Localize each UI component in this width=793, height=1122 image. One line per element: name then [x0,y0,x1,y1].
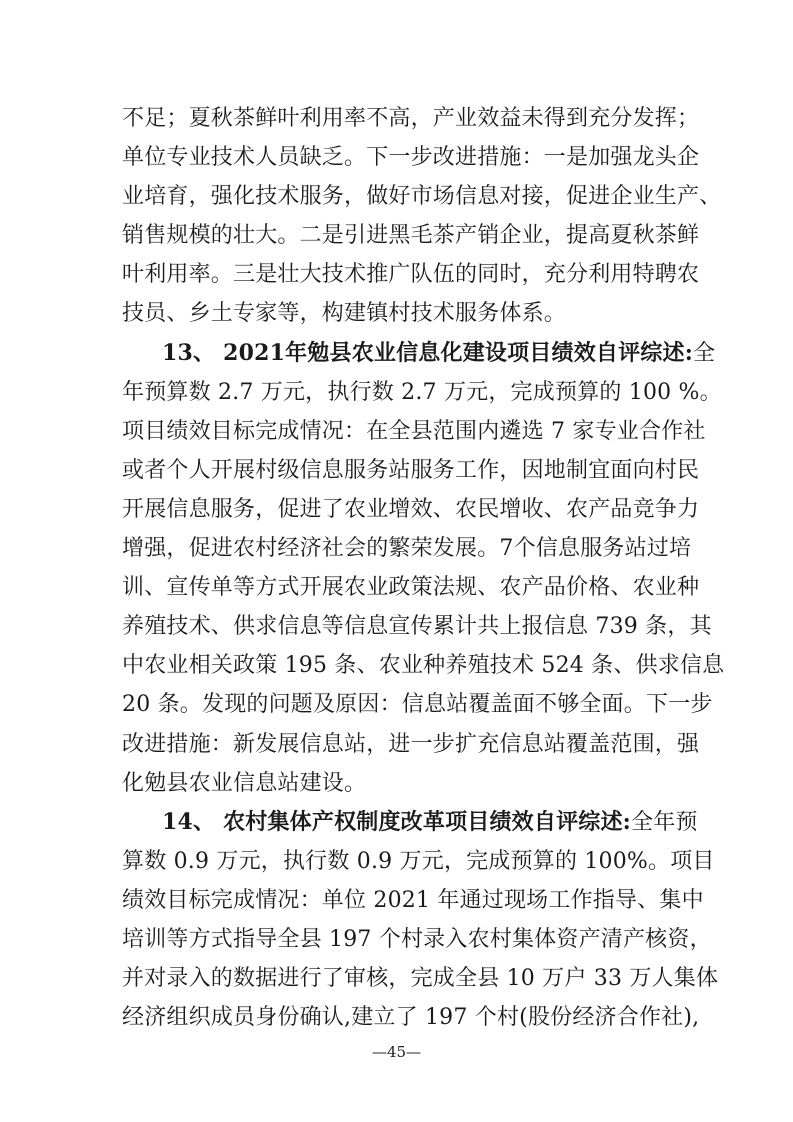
text-line: 绩效目标完成情况：单位 2021 年通过现场工作指导、集中 [122,887,704,913]
text-line: 经济组织成员身份确认,建立了 197 个村(股份经济合作社), [122,1005,700,1031]
text-line: 中农业相关政策 195 条、农业种养殖技术 524 条、供求信息 [122,653,725,679]
text-line: 改进措施：新发展信息站，进一步扩充信息站覆盖范围，强 [122,731,700,757]
text-line: 开展信息服务，促进了农业增效、农民增收、农产品竞争力 [122,496,700,522]
text-line: 叶利用率。三是壮大技术推广队伍的同时，充分利用特聘农 [122,262,700,288]
text-line: 技员、乡土专家等，构建镇村技术服务体系。 [122,301,567,327]
text-line: 单位专业技术人员缺乏。下一步改进措施：一是加强龙头企 [122,145,700,171]
section-14-heading: 14、 农村集体产权制度改革项目绩效自评综述: [162,808,631,835]
text-line: 训、宣传单等方式开展农业政策法规、农产品价格、农业种 [122,575,700,601]
text-line: 或者个人开展村级信息服务站服务工作，因地制宜面向村民 [122,457,700,483]
text-line: 项目绩效目标完成情况：在全县范围内遴选 7 家专业合作社 [122,418,706,444]
section-14-heading-line [122,803,698,842]
text-line: 算数 0.9 万元，执行数 0.9 万元，完成预算的 100%。项目 [122,848,715,874]
text-line: 销售规模的壮大。二是引进黑毛茶产销企业，提高夏秋茶鲜 [122,223,700,249]
text-line: 培训等方式指导全县 197 个村录入农村集体资产清产核资， [122,926,712,952]
text-line: 增强，促进农村经济社会的繁荣发展。7个信息服务站过培 [122,536,692,562]
section-14-heading-rest: 全年预 [631,809,698,835]
page-number: —45— [371,1043,422,1061]
text-line: 年预算数 2.7 万元，执行数 2.7 万元，完成预算的 100 %。 [122,379,722,405]
section-13-heading-line [122,334,716,373]
text-line: 养殖技术、供求信息等信息宣传累计共上报信息 739 条，其 [122,614,712,640]
text-line: 业培育，强化技术服务，做好市场信息对接，促进企业生产、 [122,184,722,210]
document-body [122,99,725,1037]
section-13-heading: 13、 2021年勉县农业信息化建设项目绩效自评综述: [162,339,694,366]
text-line: 并对录入的数据进行了审核，完成全县 10 万户 33 万人集体 [122,966,719,992]
text-line: 20 条。发现的问题及原因：信息站覆盖面不够全面。下一步 [122,692,713,718]
text-line: 化勉县农业信息站建设。 [122,770,367,796]
section-13-heading-rest: 全 [693,340,716,366]
text-line: 不足；夏秋茶鲜叶利用率不高，产业效益未得到充分发挥； [122,106,700,131]
